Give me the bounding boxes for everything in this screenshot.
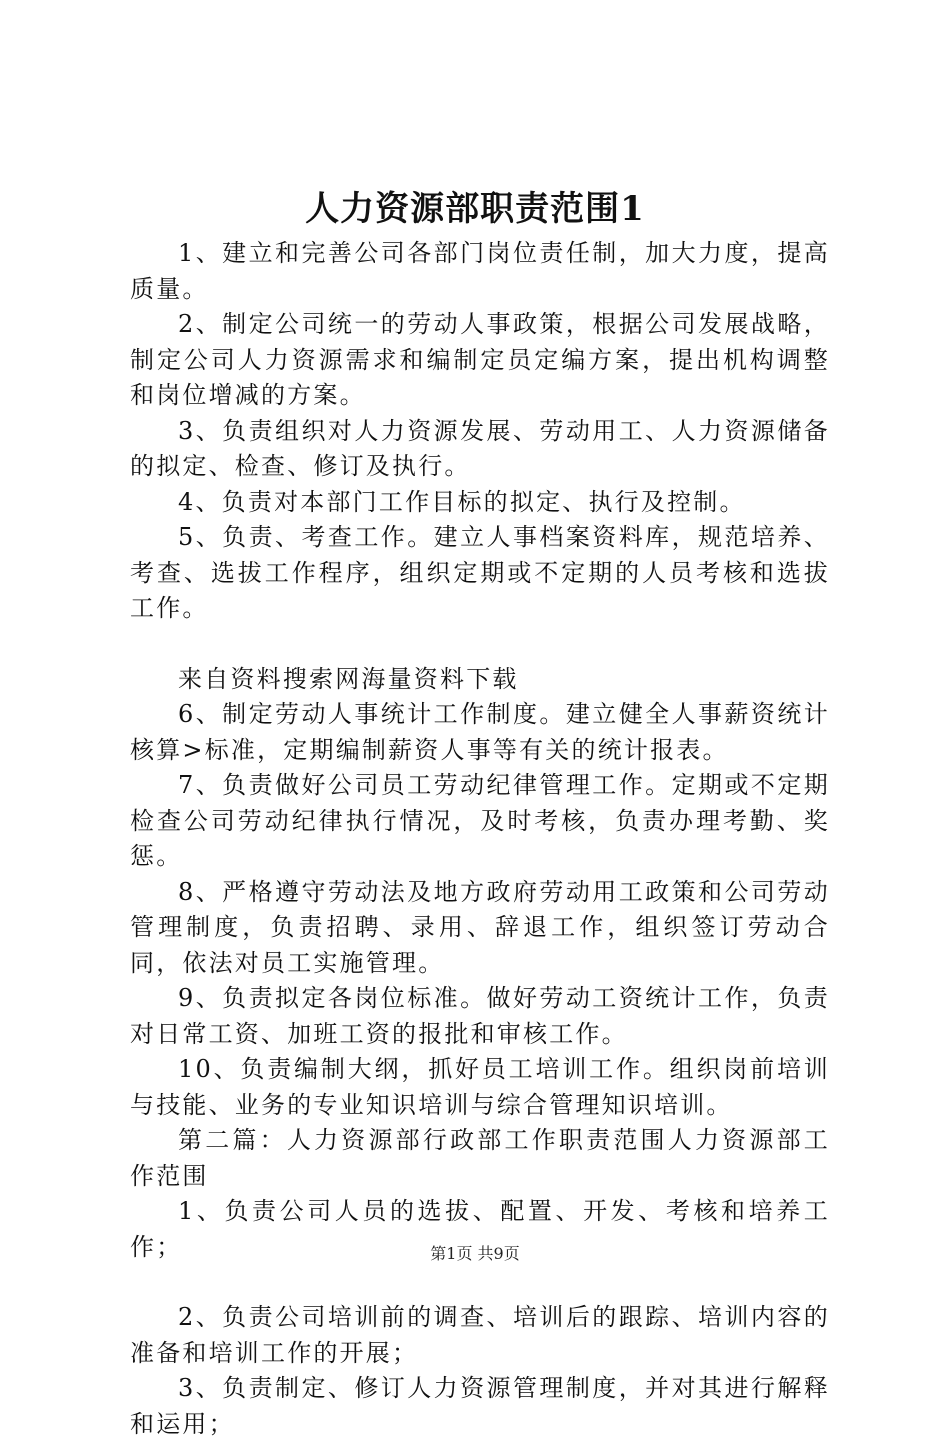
page-footer: 第1页 共9页 [430, 1244, 520, 1263]
paragraph-1: 1、建立和完善公司各部门岗位责任制，加大力度，提高质量。 [130, 239, 830, 303]
paragraph-8: 8、严格遵守劳动法及地方政府劳动用工政策和公司劳动管理制度，负责招聘、录用、辞退工作，组织签订劳动合同，依法对员工实施管理。 [130, 877, 830, 977]
paragraph-3: 3、负责组织对人力资源发展、劳动用工、人力资源储备的拟定、检查、修订及执行。 [130, 416, 830, 480]
source-note: 来自资料搜索网海量资料下载 [178, 664, 519, 693]
section-heading: 第二篇：人力资源部行政部工作职责范围人力资源部工作范围 [130, 1126, 830, 1190]
scope-item-3: 3、负责制定、修订人力资源管理制度，并对其进行解释和运用； [130, 1374, 830, 1438]
document-title: 人力资源部职责范围1 [305, 189, 645, 229]
paragraph-5: 5、负责、考查工作。建立人事档案资料库，规范培养、考查、选拔工作程序，组织定期或不定期的人员考核和选拔工作。 [130, 523, 830, 622]
paragraph-6: 6、制定劳动人事统计工作制度。建立健全人事薪资统计核算>标准，定期编制薪资人事等有关的统计报表。 [130, 700, 830, 764]
paragraph-7: 7、负责做好公司员工劳动纪律管理工作。定期或不定期检查公司劳动纪律执行情况，及时考核，负责办理考勤、奖惩。 [130, 771, 830, 870]
paragraph-9: 9、负责拟定各岗位标准。做好劳动工资统计工作，负责对日常工资、加班工资的报批和审核工作。 [130, 984, 830, 1048]
paragraph-2: 2、制定公司统一的劳动人事政策，根据公司发展战略，制定公司人力资源需求和编制定员定编方案，提出机构调整和岗位增减的方案。 [130, 310, 830, 409]
paragraph-4: 4、负责对本部门工作目标的拟定、执行及控制。 [178, 487, 746, 516]
paragraph-gap [130, 627, 830, 662]
paragraph-gap [130, 1265, 830, 1300]
scope-item-1: 1、负责公司人员的选拔、配置、开发、考核和培养工作； [130, 1197, 830, 1261]
scope-item-2: 2、负责公司培训前的调查、培训后的跟踪、培训内容的准备和培训工作的开展； [130, 1303, 830, 1367]
paragraph-10: 10、负责编制大纲，抓好员工培训工作。组织岗前培训与技能、业务的专业知识培训与综合管理知识培训。 [130, 1055, 830, 1119]
